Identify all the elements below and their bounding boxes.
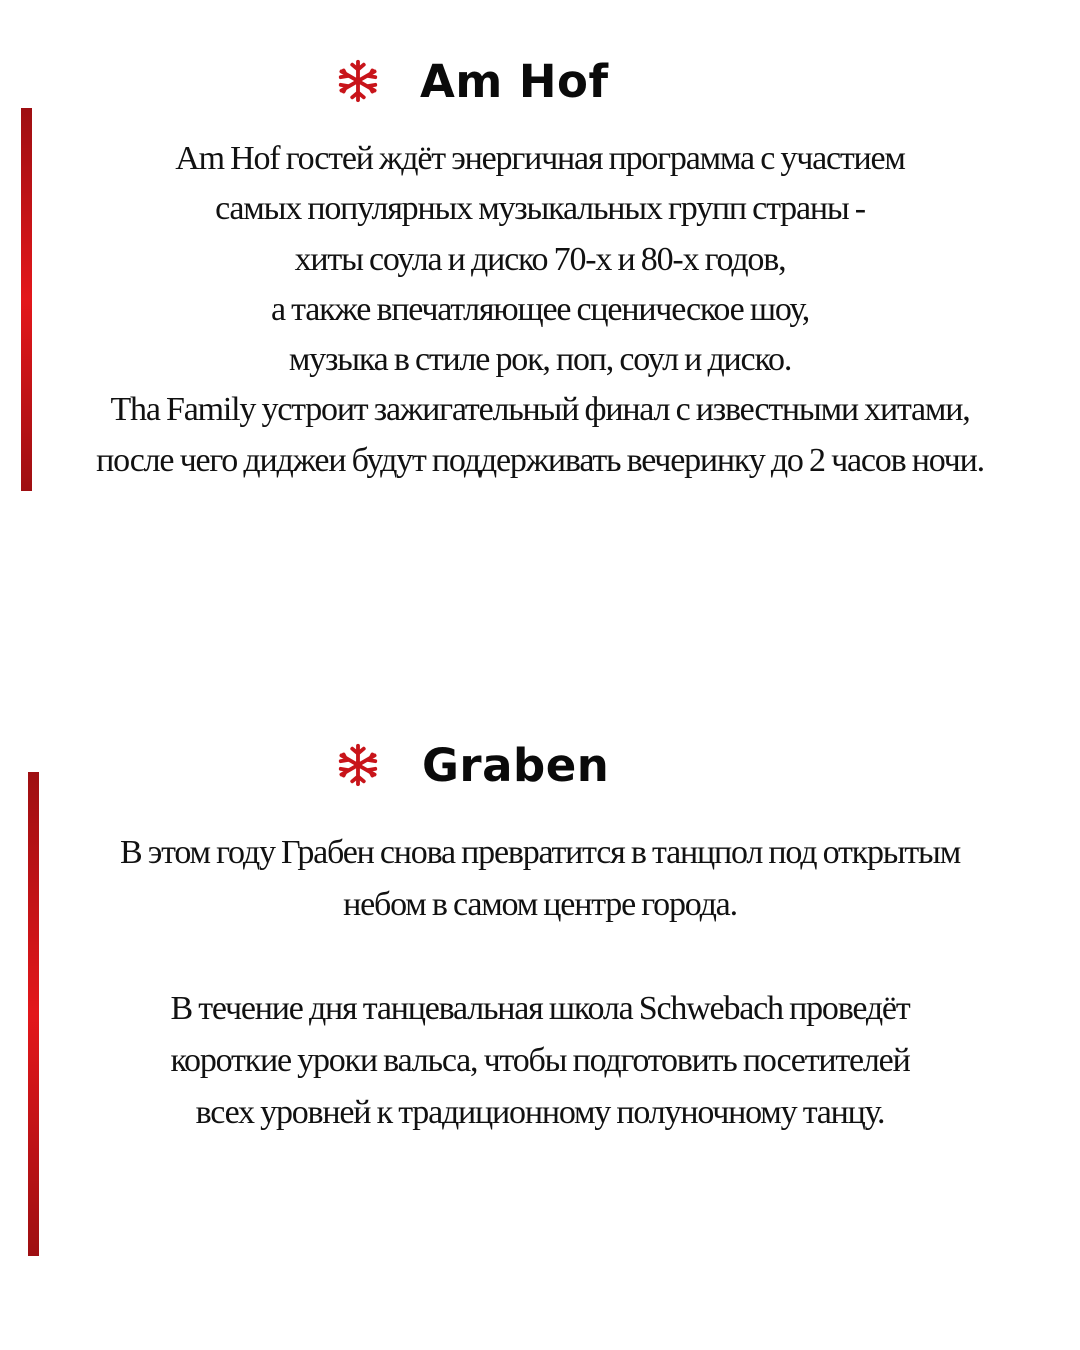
- text-line: Tha Family устроит зажигательный финал с известными хитами,: [110, 391, 970, 429]
- snowflake-icon: [335, 58, 381, 104]
- text-line: самых популярных музыкальных групп страны -: [215, 190, 865, 228]
- section-heading: [0, 734, 1080, 794]
- snowflake-icon: [335, 742, 381, 788]
- text-line: В этом году Грабен снова превратится в танцпол под открытым: [119, 834, 961, 871]
- section-description: [0, 134, 1080, 486]
- text-line: музыка в стиле рок, поп, соул и диско.: [288, 341, 792, 379]
- section-title: Graben: [422, 739, 610, 792]
- section-heading: [0, 52, 1080, 112]
- text-line: В течение дня танцевальная школа Schwebach проведёт: [170, 990, 910, 1027]
- text-line: хиты соула и диско 70-х и 80-х годов,: [294, 240, 786, 278]
- text-line: а также впечатляющее сценическое шоу,: [270, 290, 810, 328]
- section-title: Am Hof: [420, 55, 609, 108]
- text-line: Am Hof гостей ждёт энергичная программа с участием: [175, 140, 905, 177]
- text-line: всех уровней к традиционному полуночному танцу.: [195, 1094, 885, 1131]
- text-line: небом в самом центре города.: [343, 886, 737, 923]
- paragraph-gap: [0, 931, 1080, 983]
- section-description: [0, 827, 1080, 1139]
- text-line: после чего диджеи будут поддерживать вечеринку до 2 часов ночи.: [96, 441, 984, 479]
- text-line: короткие уроки вальса, чтобы подготовить посетителей: [170, 1042, 910, 1079]
